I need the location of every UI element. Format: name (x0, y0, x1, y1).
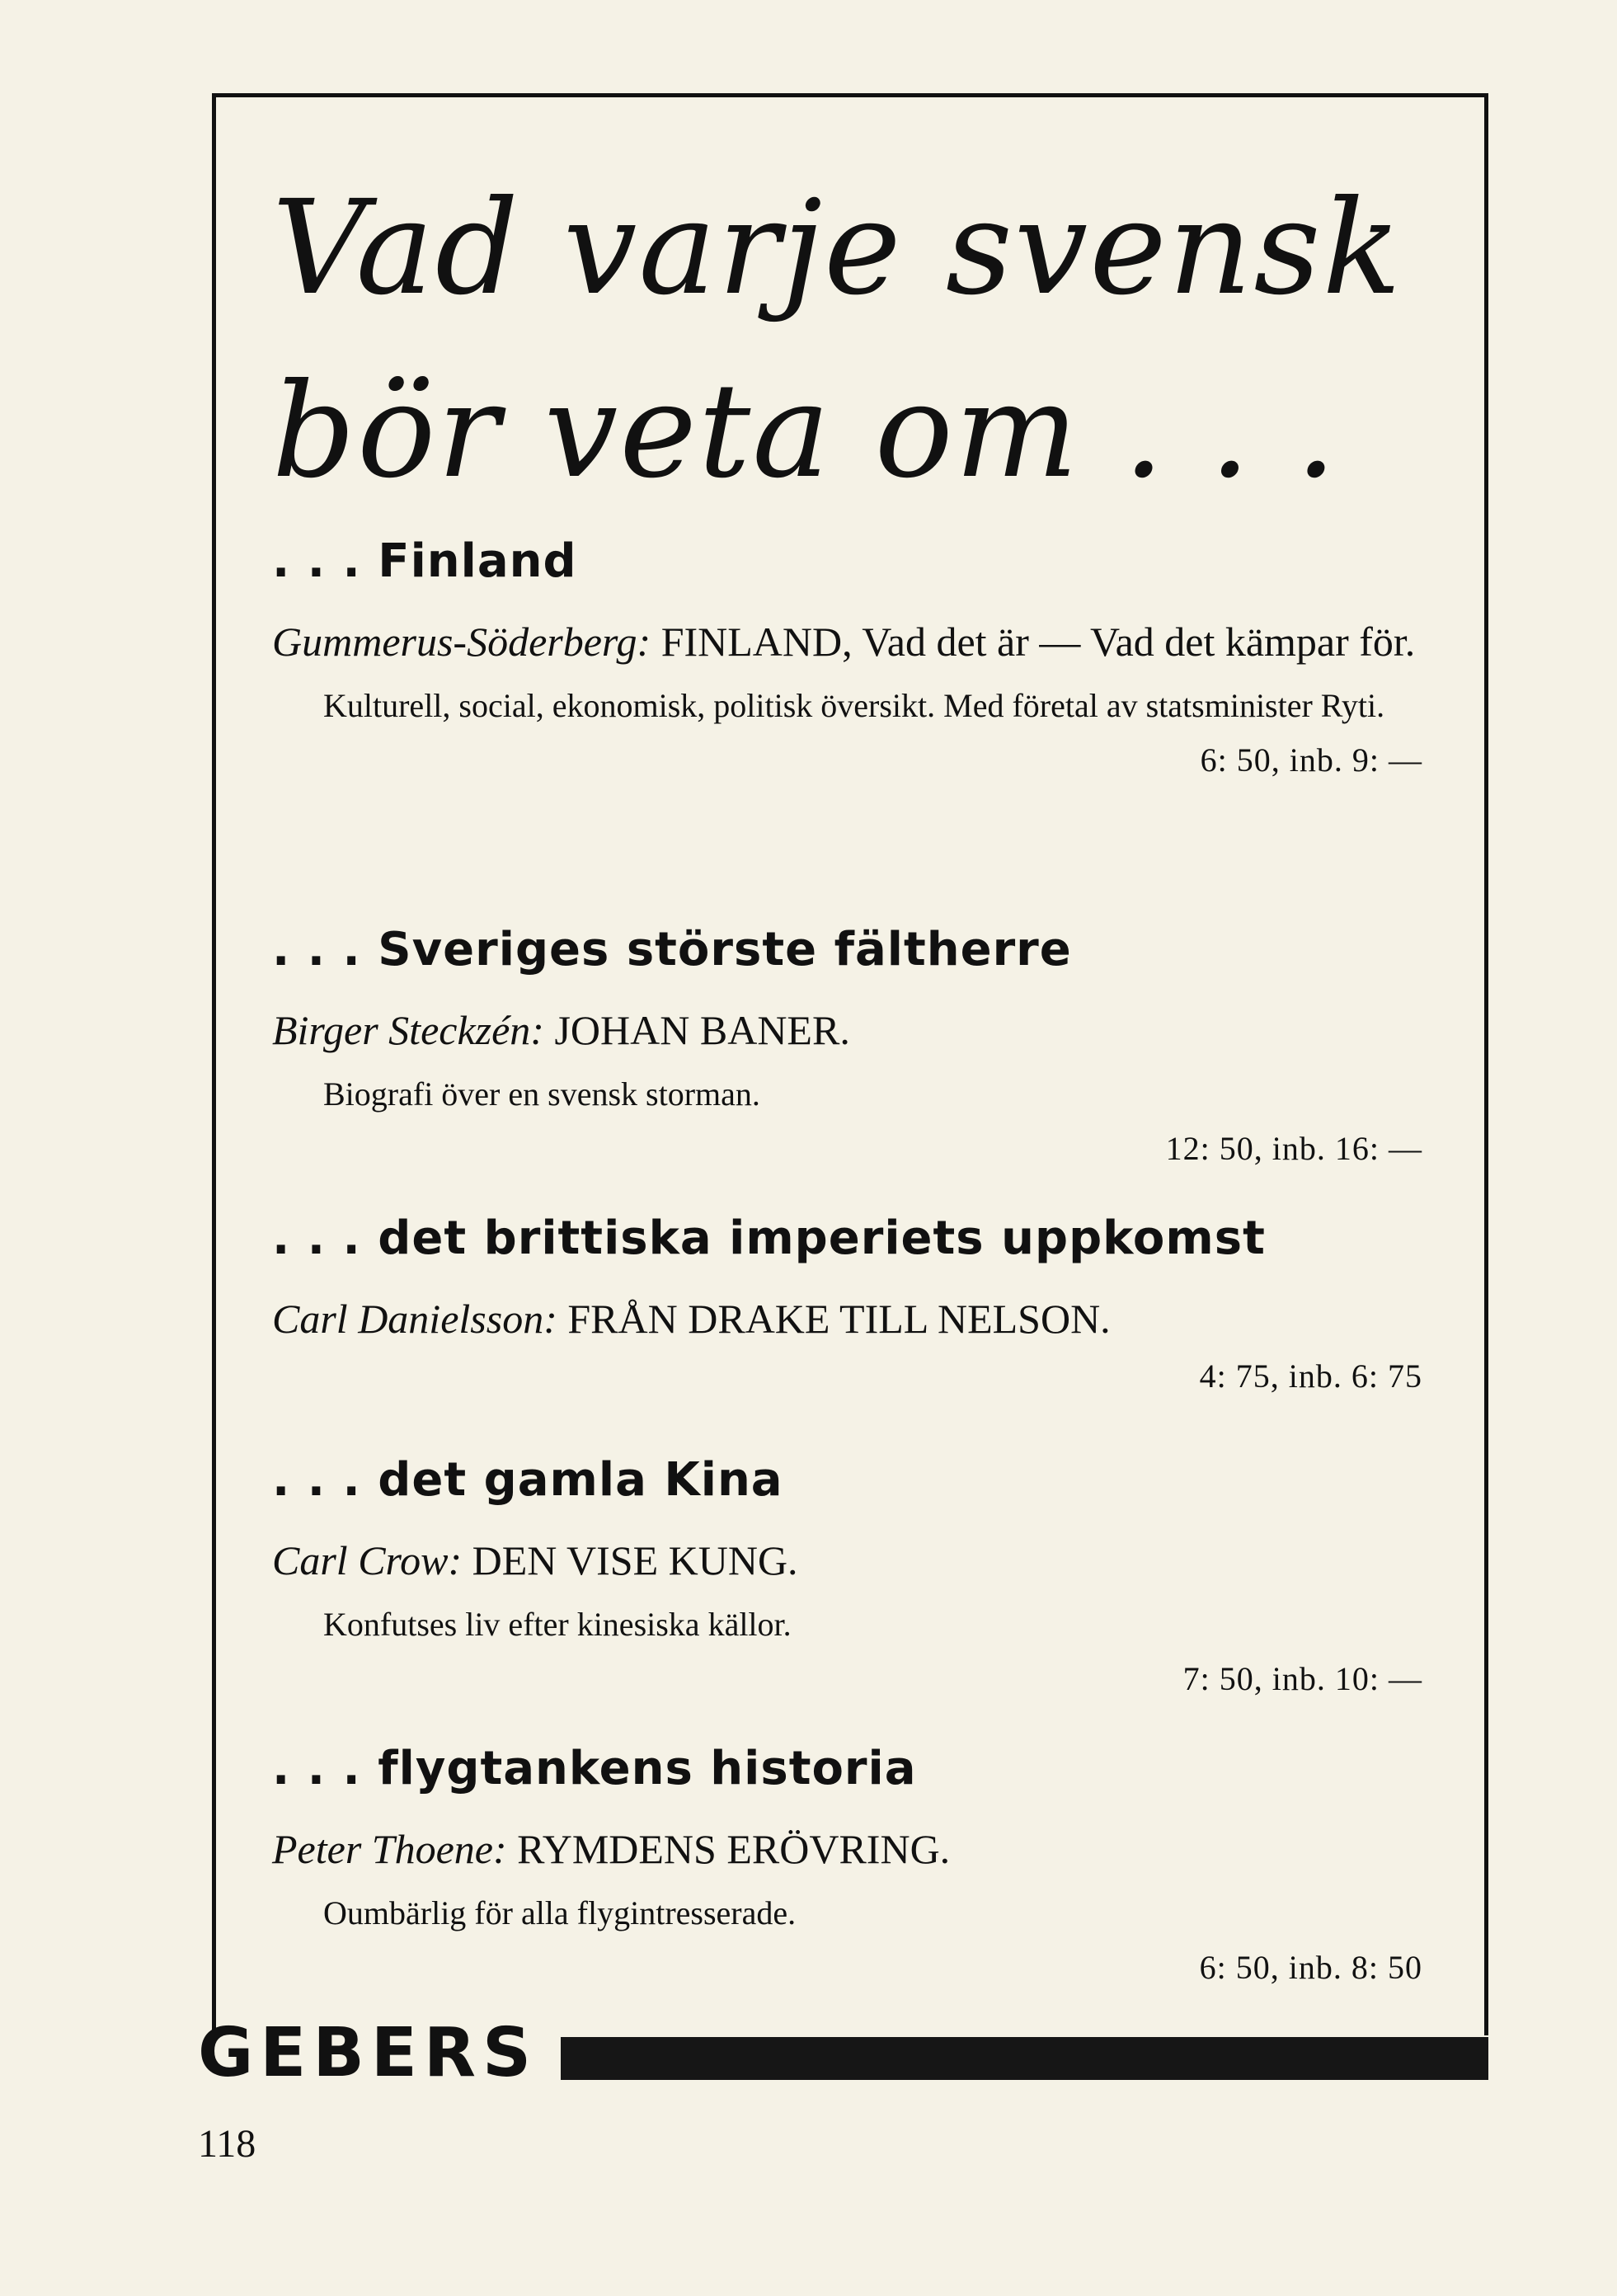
book-author: Peter Thoene: (272, 1826, 507, 1872)
book-title: RYMDENS ERÖVRING. (517, 1826, 951, 1872)
headline (272, 157, 1403, 523)
book-price: 7: 50, inb. 10: — (1182, 1660, 1422, 1697)
book-title: FINLAND, Vad det är — Vad det kämpar för. (660, 619, 1416, 665)
book-price: 4: 75, inb. 6: 75 (1199, 1357, 1422, 1395)
book-entry (272, 1294, 1422, 1343)
book-price: 6: 50, inb. 8: 50 (1199, 1949, 1422, 1986)
section-heading: . . . Finland (272, 534, 577, 588)
book-title: FRÅN DRAKE TILL NELSON. (567, 1296, 1111, 1342)
book-entry (272, 1536, 1422, 1585)
book-author: Carl Danielsson: (272, 1296, 557, 1342)
headline-line-1: Vad varje svensk (272, 172, 1403, 324)
section-heading: . . . Sveriges störste fältherre (272, 923, 1072, 976)
publisher-bar (561, 2037, 1488, 2080)
book-description: Kulturell, social, ekonomisk, politisk översikt. Med företal av statsminister Ryti. (323, 687, 1385, 724)
section-heading: . . . det gamla Kina (272, 1453, 783, 1507)
book-author: Carl Crow: (272, 1537, 463, 1583)
section-faltherre (272, 921, 1422, 1170)
book-title: JOHAN BANER. (554, 1007, 850, 1053)
book-description: Biografi över en svensk storman. (323, 1075, 760, 1113)
section-heading: . . . flygtankens historia (272, 1742, 917, 1795)
book-entry (272, 1005, 1422, 1055)
book-author: Birger Steckzén: (272, 1007, 544, 1053)
section-heading: . . . det brittiska imperiets uppkomst (272, 1212, 1266, 1265)
book-title: DEN VISE KUNG. (472, 1537, 798, 1583)
section-brittiska-imperiet (272, 1210, 1422, 1398)
book-description: Oumbärlig för alla flygintresserade. (323, 1894, 797, 1931)
book-price: 12: 50, inb. 16: — (1165, 1130, 1422, 1167)
book-author: Gummerus-Söderberg: (272, 619, 651, 665)
publisher-name: GEBERS (198, 2014, 538, 2092)
headline-line-2: bör veta om . . . (272, 355, 1338, 507)
book-entry (272, 1824, 1422, 1874)
section-gamla-kina (272, 1451, 1422, 1701)
book-entry (272, 617, 1422, 666)
page-number: 118 (198, 2122, 256, 2166)
section-finland (272, 533, 1422, 782)
book-description: Konfutses liv efter kinesiska källor. (323, 1606, 792, 1643)
book-price: 6: 50, inb. 9: — (1200, 741, 1422, 779)
section-flygtankens-historia (272, 1740, 1422, 1989)
